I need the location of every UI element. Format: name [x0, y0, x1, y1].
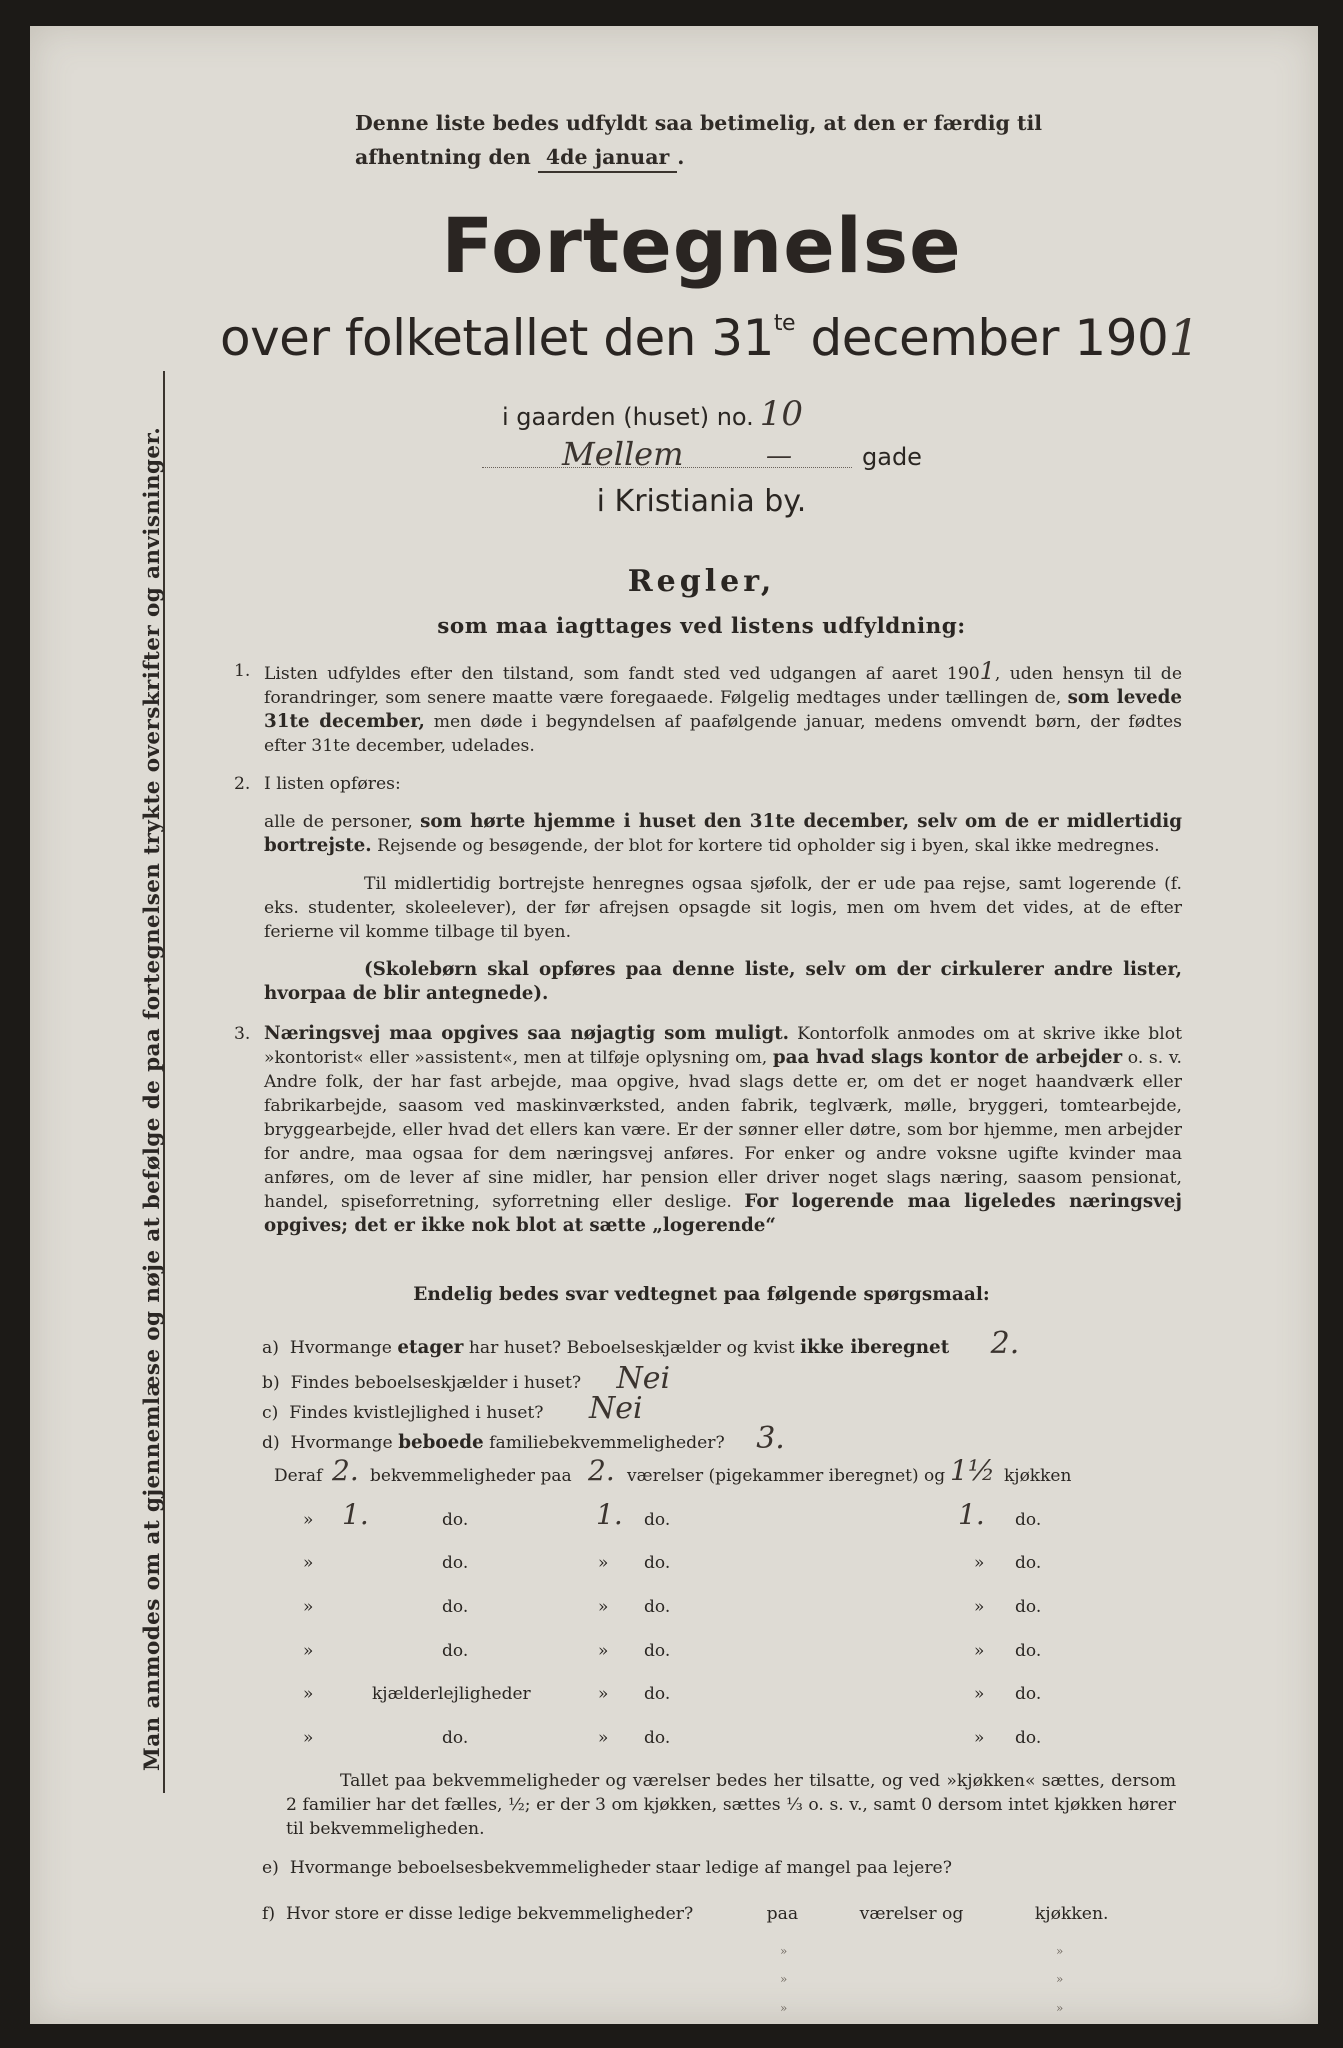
house-number-field: i gaarden (huset) no. 10	[502, 394, 804, 434]
rule-2-para2: Til midlertidig bortrejste henregnes ogsaa sjøfolk, der er ude paa rejse, samt logerende (f. eks. studenter, skoleelever), der før afrejsen opsagde sit logis, men om hvem det vides, at de efter ferierne vil komme tilbage til byen.	[264, 874, 1182, 942]
questions-heading: Endelig bedes svar vedtegnet paa følgende spørgsmaal:	[413, 1284, 990, 1305]
street-field: Mellem — gade	[482, 441, 922, 481]
question-b: b) Findes beboelseskjælder i huset? Nei	[262, 1361, 671, 1396]
table-r2-count: 1.	[342, 1498, 369, 1531]
table-r2-kitchen: 1.	[958, 1498, 985, 1531]
question-f: f) Hvor store er disse ledige bekvemmeligheder? paa værelser og kjøkken.	[262, 1904, 1109, 1924]
question-c: c) Findes kvistlejlighed i huset? Nei	[262, 1391, 643, 1426]
kitchen-note: Tallet paa bekvemmeligheder og værelser bedes her tilsatte, og ved »kjøkken« sættes, dersom 2 familier har det fælles, ½; er der 3 om kjøkken, sættes ⅓ o. s. v., samt 0 dersom intet kjøkken hører til bekvemmeligheden.	[286, 1771, 1176, 1839]
city-line: i Kristiania by.	[596, 484, 807, 519]
street-handwritten: Mellem	[562, 435, 684, 473]
rule-3: 3. Næringsvej maa opgives saa nøjagtig som muligt. Kontorfolk anmodes om at skrive ikke blot »kontorist« eller »assistent«, men at tilføje oplysning om, paa hvad slags kontor de arbejder o. s. v. Andre folk, der har fast arbejde, maa opgive, hvad slags dette er, om det er noget haandværk eller fabrikarbejde, saasom ved maskinværksted, anden fabrik, teglværk, mølle, bryggeri, tomtearbejde, bryggearbejde, eller hvad det ellers kan være. Er der sønner eller døtre, som bor hjemme, men arbejder for andre, maa ogsaa for dem næringsvej anføres. For enker og andre voksne ugifte kvinder maa anføres, om de lever af sine midler, har pension eller driver noget slags næring, saasom pensionat, handel, spiseforretning, syforretning eller deslige. For logerende maa ligeledes næringsvej opgives; det er ikke nok blot at sætte „logerende“	[234, 1023, 1183, 1236]
header-note-line1: Denne liste bedes udfyldt saa betimelig, at den er færdig til	[355, 111, 1043, 135]
census-form-page: Man anmodes om at gjennemlæse og nøje at befølge de paa fortegnelsen trykte overskrifter og anvisninger. Denne liste bedes udfyldt saa betimelig, at den er færdig til afhentning den 4de januar . Fortegnelse over folketallet den $31^{te}$ december 1901 i gaarden (huset) no. 10 Mellem — gade i Kristiania by. Regler, som maa iagttages ved listens udfyldning: 1. Listen udfyldes efter den tilstand, som fandt sted ved udgangen af aaret 1901, uden hensyn til de forandringer, som senere maatte være foregaaede. Følgelig medtages under tællingen de, som levede 31te december, men døde i begyndelsen af paafølgende januar, medens omvendt børn, der fødtes efter 31te december, udelades. 2. I listen opføres: alle de personer, som hørte hjemme i huset den 31te december, selv om de er midlertidig bortrejste. Rejsende og besøgende, der blot for kortere tid opholder sig i byen, skal ikke medregnes. Til midlertidig bortrejste henregnes ogsaa sjøfolk, der er ude paa rejse, samt logerende (f. eks. studenter, skoleelever), der før afrejsen opsagde sit logis, men om hvem det vides, at de efter ferierne vil komme tilbage til byen. (Skolebørn skal opføres paa denne liste, selv om der cirkulerer andre lister, hvorpaa de blir antegnede). 3. Næringsvej maa opgives saa nøjagtig som muligt. Kontorfolk anmodes om at skrive ikke blot »kontorist« eller »assistent«, men at tilføje oplysning om, paa hvad slags kontor de arbejder o. s. v. Andre folk, der har fast arbejde, maa opgive, hvad slags dette er, om det er noget haandværk eller fabrikarbejde, saasom ved maskinværksted, anden fabrik, teglværk, mølle, bryggeri, tomtearbejde, bryggearbejde, eller hvad det ellers kan være. Er der sønner eller døtre, som bor hjemme, men arbejder for andre, maa ogsaa for dem næringsvej anføres. For enker og andre voksne ugifte kvinder maa anføres, om de lever af sine midler, har pension eller driver noget slags næring, saasom pensionat, handel, spiseforretning, syforretning eller deslige. For logerende maa ligeledes næringsvej opgives; det er ikke nok blot at sætte „logerende“ Endelig bedes svar vedtegnet paa følgende spørgsmaal: a) Hvormange etager har huset? Beboelseskjælder og kvist ikke iberegnet 2. b) Findes beboelseskjælder i huset? Nei c) Findes kvistlejlighed i huset? Nei d) Hvormange beboede familiebekvemmeligheder? 3. Deraf 2. bekvemmeligheder paa 2. værelser (pigekammer iberegnet) og 1½ kjøkken » 1. do. 1. do. 1. do. » do. » do. » do. » do. » do. » do. » do. » do. » do. » kjælderlejligheder » do. » do. » do. » do. » do. Tallet paa bekvemmeligheder og værelser bedes her tilsatte, og ved »kjøkken« sættes, dersom 2 familier har det fælles, ½; er der 3 om kjøkken, sættes ⅓ o. s. v., samt 0 dersom intet kjøkken hører til bekvemmeligheden. e) Hvormange beboelsesbekvemmeligheder staar ledige af mangel paa lejere? f) Hvor store er disse ledige bekvemmeligheder? paa værelser og kjøkken. » » » » » »	[30, 26, 1318, 2024]
answer-d: 3.	[756, 1421, 785, 1456]
table-r1-kitchen: 1½	[950, 1454, 995, 1487]
rule-2-para3: (Skolebørn skal opføres paa denne liste, selv om der cirkulerer andre lister, hvorpaa de blir antegnede).	[264, 959, 1182, 1004]
rule-2: 2. I listen opføres:	[234, 774, 401, 794]
pickup-date: 4de januar	[538, 145, 677, 173]
tick-mark: »	[780, 2001, 788, 2015]
header-note	[355, 106, 1185, 174]
rule-1: 1. Listen udfyldes efter den tilstand, som fandt sted ved udgangen af aaret 1901, uden hensyn til de forandringer, som senere maatte være foregaaede. Følgelig medtages under tællingen de, som levede 31te december, men døde i begyndelsen af paafølgende januar, medens omvendt børn, der fødtes efter 31te december, udelades.	[234, 657, 1183, 756]
tick-mark: »	[780, 1972, 788, 1986]
question-a: a) Hvormange etager har huset? Beboelseskjælder og kvist ikke iberegnet 2.	[262, 1326, 1020, 1361]
table-r1-count: 2.	[332, 1454, 359, 1487]
answer-b: Nei	[616, 1361, 671, 1396]
rule-2-body: alle de personer, som hørte hjemme i huset den 31te december, selv om de er midlertidig bortrejste. Rejsende og besøgende, der blot for kortere tid opholder sig i byen, skal ikke medregnes.	[264, 811, 1182, 856]
tick-mark: »	[1056, 1944, 1064, 1958]
answer-a: 2.	[990, 1326, 1020, 1361]
question-d: d) Hvormange beboede familiebekvemmeligheder? 3.	[262, 1421, 785, 1456]
rules-heading: Regler,	[627, 564, 776, 599]
table-r2-rooms: 1.	[596, 1498, 623, 1531]
page-title: Fortegnelse	[441, 201, 962, 290]
table-r1-rooms: 2.	[588, 1454, 615, 1487]
question-e: e) Hvormange beboelsesbekvemmeligheder staar ledige af mangel paa lejere?	[262, 1858, 952, 1878]
sidebar-instruction: Man anmodes om at gjennemlæse og nøje at befølge de paa fortegnelsen trykte overskrifter og anvisninger.	[140, 426, 165, 1771]
answer-c: Nei	[588, 1391, 643, 1426]
rules-subheading: som maa iagttages ved listens udfyldning:	[437, 614, 966, 639]
rules-body	[236, 659, 1182, 1238]
header-note-line2: afhentning den 4de januar .	[355, 140, 1185, 174]
page-subtitle: over folketallet den $31^{te}$ december 1901	[220, 309, 1200, 367]
house-number-handwritten: 10	[759, 394, 804, 434]
tick-mark: »	[1056, 2001, 1064, 2015]
tick-mark: »	[780, 1944, 788, 1958]
year-handwritten: 1	[1168, 309, 1200, 367]
tick-mark: »	[1056, 1972, 1064, 1986]
